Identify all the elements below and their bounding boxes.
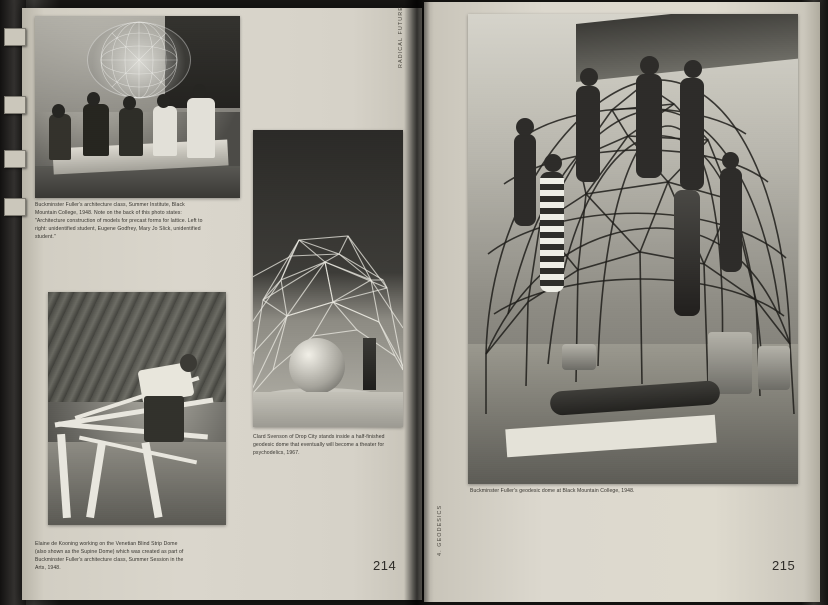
page-tab-3 (4, 150, 26, 168)
page-tab-2 (4, 96, 26, 114)
page-tab-1 (4, 28, 26, 46)
caption-photo-drop-city-dome: Clard Svenson of Drop City stands inside a half-finished geodesic dome that eventually will become a theater for psychodelics, 1967. (253, 434, 385, 456)
caption-photo-de-kooning: Elaine de Kooning working on the Venetian Blind Strip Dome (also shown as the Supine Dome) which was created as part of Buckminster Fuller's architecture class, Summer Session in the Arts, 1948. (35, 541, 184, 571)
caption-photo-geodesic-dome-bmc: Buckminster Fuller's geodesic dome at Black Mountain College, 1948. (470, 488, 635, 494)
running-head-right: 4. GEODESICS (437, 504, 443, 556)
photo-geodesic-dome-bmc (468, 14, 798, 484)
folio-left: 214 (373, 558, 397, 573)
photo-de-kooning (48, 292, 226, 525)
caption-photo-workshop-class: Buckminster Fuller's architecture class, Summer Institute, Black Mountain College, 1948. Note on the back of this photo states: "Architecture construction of models for precast forms for lattice. Left to right: unidentified student, Eugene Godfrey, Mary Jo Slick, unidentified student." (35, 202, 203, 240)
page-tab-4 (4, 198, 26, 216)
running-head-left: RADICAL FUTURE (398, 6, 404, 68)
folio-right: 215 (772, 558, 796, 573)
photo-drop-city-dome (253, 130, 403, 427)
photo-workshop-class (35, 16, 240, 198)
